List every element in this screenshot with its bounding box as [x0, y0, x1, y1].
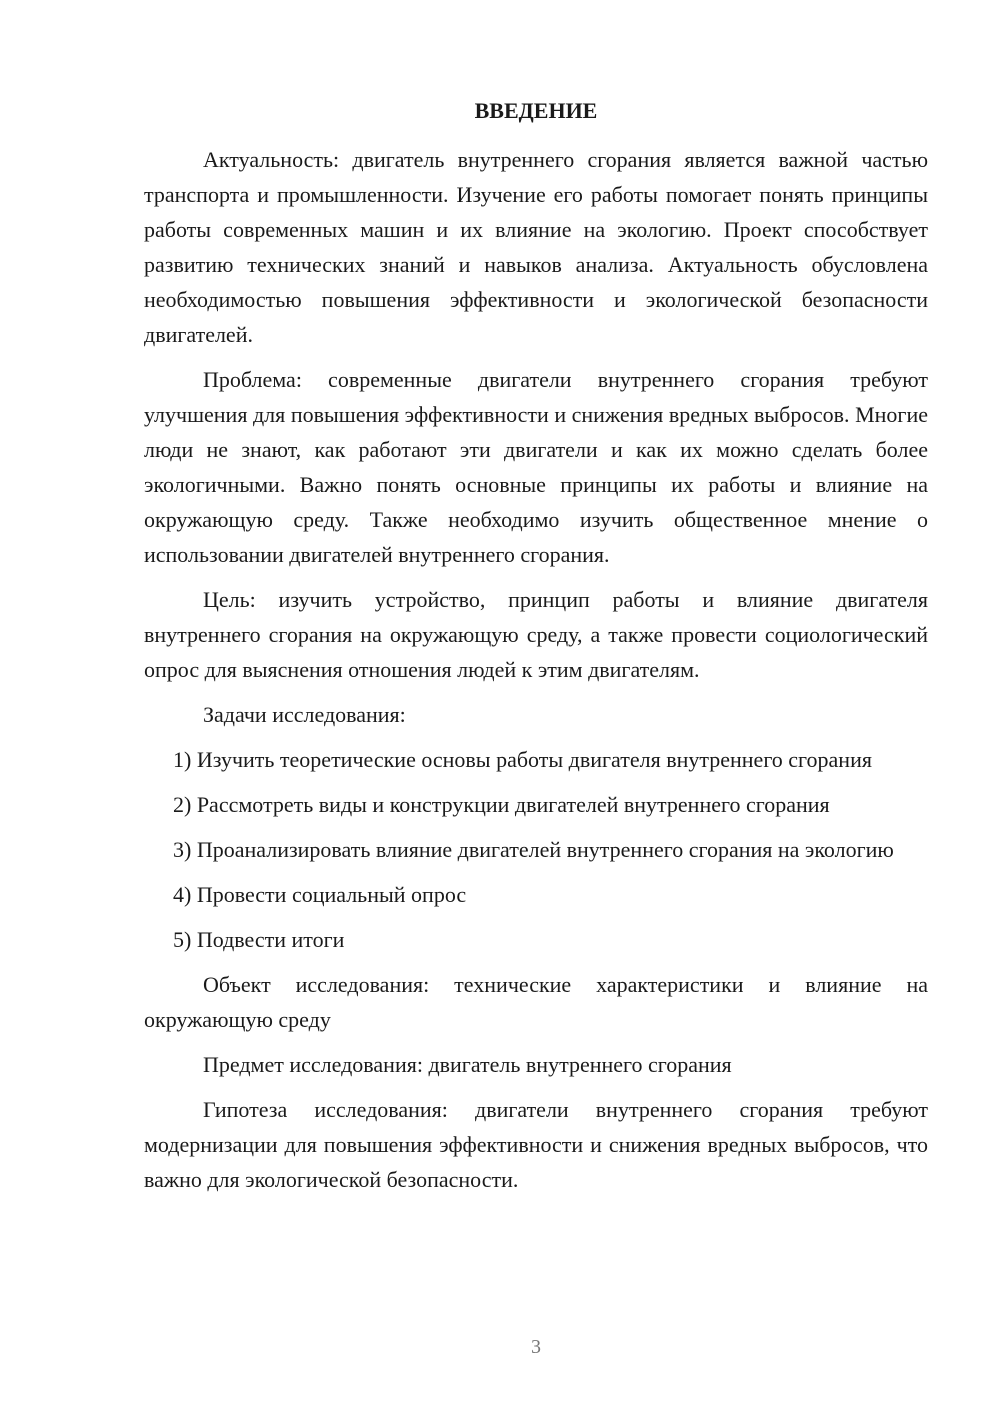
page-number: 3 — [531, 1336, 541, 1358]
tasks-list — [144, 742, 928, 957]
document-body — [144, 142, 928, 1207]
goal-paragraph: Цель: изучить устройство, принцип работы и влияние двигателя внутреннего сгорания на окружающую среду, а также провести социологический опрос для выяснения отношения людей к этим двигателям. — [144, 587, 928, 682]
task-item-3: 3) Проанализировать влияние двигателей внутреннего сгорания на экологию — [173, 837, 894, 862]
tasks-heading: Задачи исследования: — [203, 702, 406, 727]
object-paragraph: Объект исследования: технические характеристики и влияние на окружающую среду — [144, 972, 928, 1032]
task-item-5: 5) Подвести итоги — [173, 927, 345, 952]
subject-paragraph: Предмет исследования: двигатель внутреннего сгорания — [203, 1052, 732, 1077]
page-title: ВВЕДЕНИЕ — [474, 98, 598, 123]
problem-paragraph: Проблема: современные двигатели внутреннего сгорания требуют улучшения для повышения эффективности и снижения вредных выбросов. Многие люди не знают, как работают эти двигатели и как их можно сделать более экологичными. Важно понять основные принципы их работы и влияние на окружающую среду. Также необходимо изучить общественное мнение о использовании двигателей внутреннего сгорания. — [144, 367, 928, 567]
task-item-2: 2) Рассмотреть виды и конструкции двигателей внутреннего сгорания — [173, 792, 830, 817]
task-item-4: 4) Провести социальный опрос — [173, 882, 467, 907]
task-item-1: 1) Изучить теоретические основы работы двигателя внутреннего сгорания — [173, 747, 872, 772]
relevance-paragraph: Актуальность: двигатель внутреннего сгорания является важной частью транспорта и промышленности. Изучение его работы помогает понять принципы работы современных машин и их влияние на экологию. Проект способствует развитию технических знаний и навыков анализа. Актуальность обусловлена необходимостью повышения эффективности и экологической безопасности двигателей. — [144, 147, 928, 347]
hypothesis-paragraph: Гипотеза исследования: двигатели внутреннего сгорания требуют модернизации для повышения эффективности и снижения вредных выбросов, что важно для экологической безопасности. — [144, 1097, 928, 1192]
